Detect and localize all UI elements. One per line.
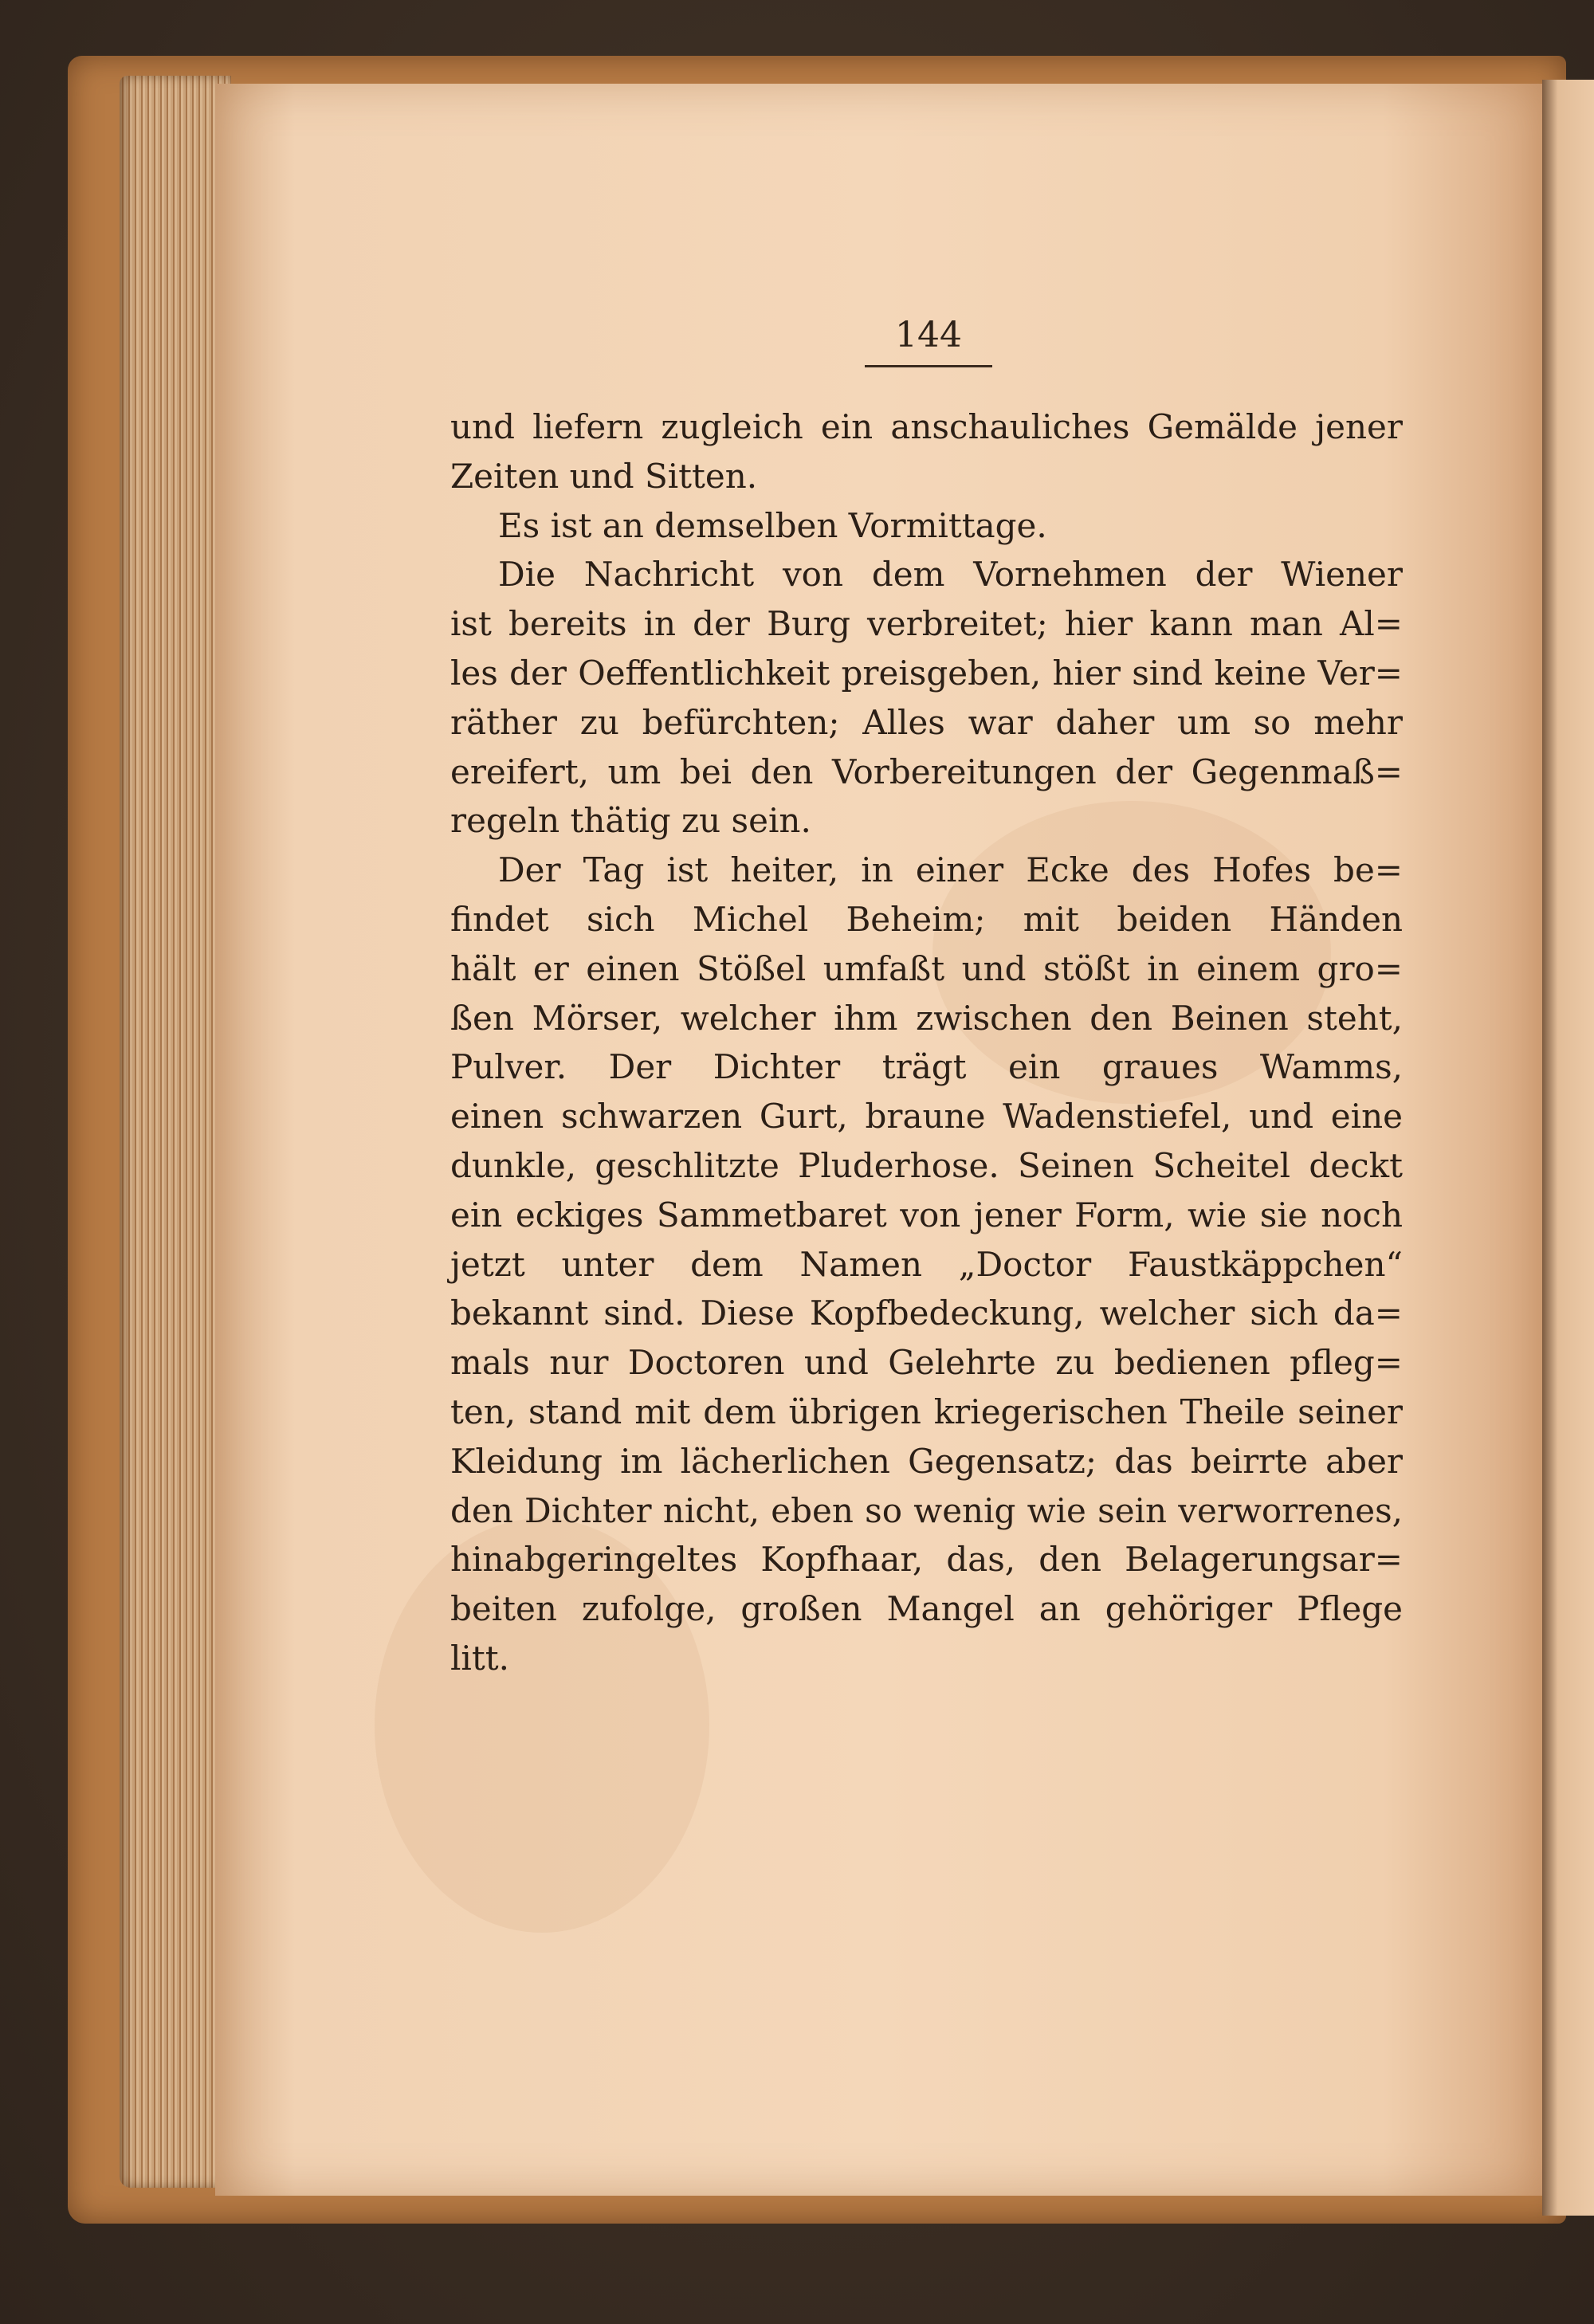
text-line: ten, stand mit dem übrigen kriegerischen Theile seiner [450, 1392, 1403, 1431]
text-line: Es ist an demselben Vormittage. [498, 505, 1047, 545]
page-stack-edge [120, 76, 231, 2188]
text-line: bekannt sind. Diese Kopfbedeckung, welcher sich da= [450, 1294, 1403, 1333]
text-line: Kleidung im lächerlichen Gegensatz; das beirrte aber [450, 1441, 1403, 1481]
page-text [450, 402, 1403, 1683]
page-number-rule [865, 365, 992, 367]
text-line: les der Oeffentlichkeit preisgeben, hier sind keine Ver= [450, 653, 1403, 693]
text-line: ereifert, um bei den Vorbereitungen der Gegenmaß= [450, 752, 1403, 791]
text-line: Zeiten und Sitten. [450, 456, 758, 496]
text-line: Der Tag ist heiter, in einer Ecke des Hofes be= [498, 850, 1403, 890]
text-line: ein eckiges Sammetbaret von jener Form, wie sie noch [450, 1195, 1403, 1235]
text-line: dunkle, geschlitzte Pluderhose. Seinen Scheitel deckt [450, 1145, 1403, 1185]
text-line: Pulver. Der Dichter trägt ein graues Wamms, [450, 1047, 1403, 1087]
text-line: hält er einen Stößel umfaßt und stößt in einem gro= [450, 948, 1403, 988]
text-line: regeln thätig zu sein. [450, 801, 811, 841]
text-line: ßen Mörser, welcher ihm zwischen den Beinen steht, [450, 998, 1403, 1038]
text-line: jetzt unter dem Namen „Doctor Faustkäppchen“ [450, 1244, 1403, 1284]
text-line: ist bereits in der Burg verbreitet; hier kann man Al= [450, 604, 1403, 644]
text-line: litt. [450, 1638, 509, 1678]
text-line: findet sich Michel Beheim; mit beiden Händen [450, 899, 1403, 939]
text-line: beiten zufolge, großen Mangel an gehöriger Pflege [450, 1589, 1403, 1629]
text-line: mals nur Doctoren und Gelehrte zu bedienen pfleg= [450, 1343, 1403, 1383]
page-number: 144 [895, 315, 962, 355]
text-line: räther zu befürchten; Alles war daher um so mehr [450, 702, 1403, 742]
text-line: und liefern zugleich ein anschauliches Gemälde jener [450, 407, 1403, 446]
text-line: einen schwarzen Gurt, braune Wadenstiefel, und eine [450, 1097, 1403, 1136]
text-line: Die Nachricht von dem Vornehmen der Wiener [498, 555, 1403, 595]
text-line: den Dichter nicht, eben so wenig wie sein verworrenes, [450, 1490, 1403, 1530]
text-line: hinabgeringeltes Kopfhaar, das, den Belagerungsar= [450, 1540, 1403, 1580]
facing-page-edge [1542, 80, 1594, 2216]
